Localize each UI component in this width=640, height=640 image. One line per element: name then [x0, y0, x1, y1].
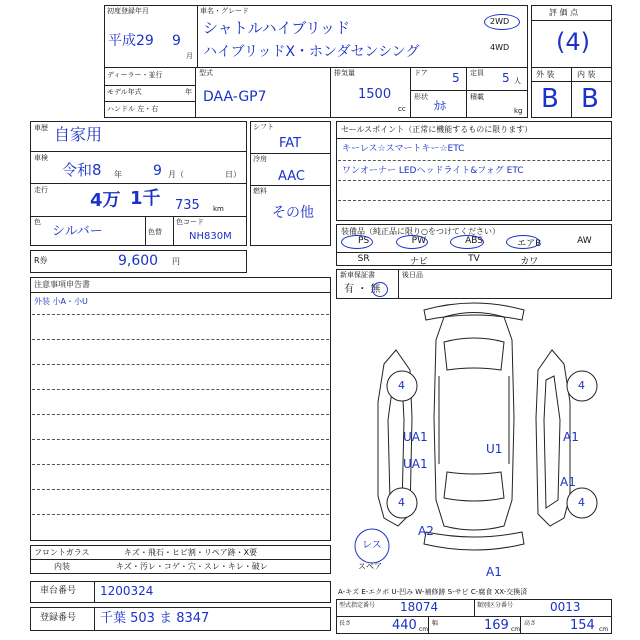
plate-label: 登録番号 [40, 613, 77, 623]
drive-4wd: 4WD [490, 43, 510, 52]
divider [94, 581, 95, 603]
width-label: 幅 [432, 620, 439, 627]
inspection-month-unit: 月（ [168, 170, 184, 179]
divider [30, 216, 247, 217]
right-window-outline [544, 376, 560, 508]
width-unit: cm [511, 626, 521, 633]
inspection-month: 9 [153, 163, 162, 179]
displacement-value: 1500 [358, 87, 392, 102]
damage-mark: U1 [486, 442, 503, 456]
dash-line [32, 389, 329, 390]
car-name: シャトルハイブリッド [203, 19, 351, 37]
divider [30, 183, 247, 184]
circle-mark [396, 235, 428, 249]
inspection-day-unit: 日） [225, 170, 241, 179]
type-label: 型式 [199, 69, 213, 77]
windshield-label: フロントガラス [34, 548, 90, 557]
dash-line [338, 180, 610, 181]
ac-label: 冷房 [253, 155, 267, 163]
equipment-item: ABS [465, 236, 483, 246]
length-label: 長さ [339, 620, 352, 627]
exterior-value: B [541, 84, 559, 114]
capacity-unit: 人 [514, 77, 521, 85]
load-unit: kg [514, 107, 523, 115]
displacement-unit: cc [398, 105, 406, 113]
divider [195, 67, 196, 118]
delivery-box [398, 269, 612, 299]
capacity-value: 5 [502, 71, 510, 85]
shift-value: FAT [279, 136, 302, 151]
car-body-outline [434, 313, 514, 531]
interior-label: 内 装 [577, 70, 596, 79]
mileage-man: 4万 [90, 190, 121, 211]
warranty-label: 新車保証書 [340, 271, 375, 279]
damage-mark: A1 [486, 565, 502, 579]
divider [250, 185, 331, 186]
divider [531, 20, 612, 21]
score-label: 評 価 点 [549, 8, 579, 17]
height-unit: cm [599, 626, 609, 633]
equipment-item: AW [577, 236, 592, 246]
equipment-item: SR [357, 254, 370, 264]
dash-line [32, 314, 329, 315]
divider [250, 153, 331, 154]
length-value: 440 [392, 618, 417, 633]
sales-points-label: セールスポイント（正常に機能するものに限ります） [341, 125, 533, 134]
interior-value: B [581, 84, 599, 114]
spare-label: スペア [358, 562, 382, 571]
use-label: 車歴 [34, 124, 48, 132]
equipment-item: カワ [520, 257, 539, 267]
inspection-label: 車検 [34, 154, 48, 162]
mileage-sen: 1千 [130, 188, 161, 209]
divider [336, 252, 612, 253]
dash-line [338, 160, 610, 161]
chassis-value: 1200324 [100, 584, 154, 598]
equipment-item: エアB [517, 239, 542, 249]
windshield-outline [444, 338, 504, 370]
interior-check-value: キズ・汚レ・コゲ・穴・スレ・キレ・破レ [116, 562, 268, 571]
shape-label: 形状 [414, 93, 428, 101]
warranty-dot: ・ [357, 284, 368, 295]
length-unit: cm [419, 626, 429, 633]
divider [30, 151, 247, 152]
equipment-row-2 [336, 254, 612, 266]
divider [466, 67, 467, 118]
chassis-label: 車台番号 [40, 586, 77, 596]
recycle-value: 9,600 [118, 253, 159, 269]
divider [30, 559, 331, 560]
divider [94, 607, 95, 631]
tire-mark-fl: 4 [398, 379, 405, 392]
divider [571, 67, 572, 118]
divider [410, 67, 411, 118]
score-value: (4) [556, 28, 590, 56]
class-number-label: 類別区分番号 [477, 602, 514, 609]
rear-bumper-outline [424, 532, 524, 550]
dash-line [32, 489, 329, 490]
color-value: シルバー [52, 224, 103, 239]
color-code-label: 色コード [176, 218, 204, 226]
divider [104, 101, 195, 102]
dash-line [32, 364, 329, 365]
equipment-item [557, 254, 612, 266]
inspection-era: 令和8 [62, 161, 102, 179]
circle-mark [341, 235, 373, 249]
drive-2wd: 2WD [490, 17, 510, 26]
circle-mark [506, 235, 540, 249]
displacement-label: 排気量 [334, 69, 355, 77]
width-value: 169 [484, 618, 509, 633]
divider [197, 5, 198, 67]
dash-line [338, 200, 610, 201]
mileage-unit: km [213, 205, 224, 213]
reg-label: 初度登録年月 [107, 7, 149, 15]
warranty-ari: 有 [344, 284, 354, 295]
car-grade: ハイブリッドX・ホンダセンシング [203, 44, 420, 60]
dash-line [32, 464, 329, 465]
warranty-nashi: 無 [370, 284, 381, 295]
interior-check-label: 内装 [54, 562, 70, 571]
dealer-label: ディーラー・並行 [107, 71, 163, 79]
divider [474, 599, 475, 616]
reg-era: 平成29 [108, 33, 154, 49]
exterior-label: 外 装 [536, 70, 555, 79]
recycle-unit: 円 [172, 257, 180, 266]
height-value: 154 [570, 618, 595, 633]
equipment-item: TV [468, 254, 480, 264]
handle-label: ハンドル 左・右 [107, 105, 159, 113]
divider [104, 67, 528, 68]
divider [336, 616, 612, 617]
model-number-value: 18074 [400, 600, 439, 614]
damage-mark: UA1 [403, 457, 428, 471]
damage-mark: UA1 [403, 430, 428, 444]
tire-mark-rl: 4 [398, 496, 405, 509]
divider [145, 216, 146, 246]
circle-mark [372, 282, 388, 297]
front-bumper-outline [424, 303, 524, 320]
doors-label: ドア [414, 69, 428, 77]
tire-mark-fr: 4 [578, 379, 585, 392]
color-label: 色 [34, 218, 41, 226]
divider [173, 216, 174, 246]
sales-point-line2: ワンオーナー LEDヘッドライト&フォグ ETC [342, 166, 524, 176]
type-value: DAA-GP7 [203, 89, 267, 105]
notes-label: 注意事項申告書 [34, 280, 90, 289]
dash-line [32, 339, 329, 340]
divider [30, 292, 331, 293]
circle-mark [450, 235, 484, 249]
height-label: 高さ [524, 620, 537, 627]
model-year-label: モデル年式 [107, 88, 142, 96]
tire-mark-rr: 4 [578, 496, 585, 509]
reg-month-unit: 月 [186, 52, 193, 60]
dash-line [32, 439, 329, 440]
divider [410, 90, 528, 91]
mileage-label: 走行 [34, 186, 48, 194]
fuel-label: 燃料 [253, 187, 267, 195]
divider [104, 85, 195, 86]
color-code-value: NH830M [189, 231, 232, 242]
fuel-value: その他 [272, 205, 314, 221]
dash-line [32, 414, 329, 415]
rear-window-outline [444, 472, 504, 501]
notes-box [30, 277, 331, 541]
equipment-label: 装備品（純正品に限り○をつけてください） [341, 227, 500, 236]
model-year-unit: 年 [185, 88, 192, 96]
model-number-label: 型式指定番号 [339, 602, 376, 609]
shift-label: シフト [253, 123, 274, 131]
windshield-value: キズ・飛石・ヒビ割・リペア跡・X要 [124, 548, 258, 557]
recycle-label: R券 [34, 256, 48, 265]
divider [336, 138, 612, 139]
sales-point-line1: キーレス☆スマートキー☆ETC [342, 144, 465, 154]
damage-mark: A1 [563, 430, 579, 444]
ac-value: AAC [278, 169, 305, 184]
load-label: 積載 [470, 93, 484, 101]
divider [330, 67, 331, 118]
reg-month: 9 [172, 33, 181, 49]
use-value: 自家用 [54, 125, 103, 144]
dash-line [32, 514, 329, 515]
spare-circle-text: レス [362, 540, 382, 551]
doors-value: 5 [452, 71, 460, 85]
equipment-item: PS [358, 236, 370, 246]
plate-value: 千葉 503 ま 8347 [100, 611, 210, 626]
legend: A-キズ E-エクボ U-凹み W-補修跡 S-サビ C-腐食 XX-交換済 [338, 588, 528, 596]
inspection-year-unit: 年 [114, 170, 122, 179]
equipment-item: ナビ [409, 257, 428, 267]
class-number-value: 0013 [550, 600, 581, 614]
capacity-label: 定員 [470, 69, 484, 77]
car-name-label: 車名・グレード [200, 7, 249, 15]
color-swap-label: 色替 [148, 228, 162, 236]
mileage-rest: 735 [175, 198, 200, 213]
equipment-item: PW [411, 236, 426, 246]
damage-mark: A1 [560, 475, 576, 489]
damage-mark: A2 [418, 524, 434, 538]
shape-value: ｶﾎ [434, 99, 447, 113]
delivery-label: 後日品 [402, 271, 423, 279]
notes-text: 外装 小A・小U [34, 297, 88, 306]
